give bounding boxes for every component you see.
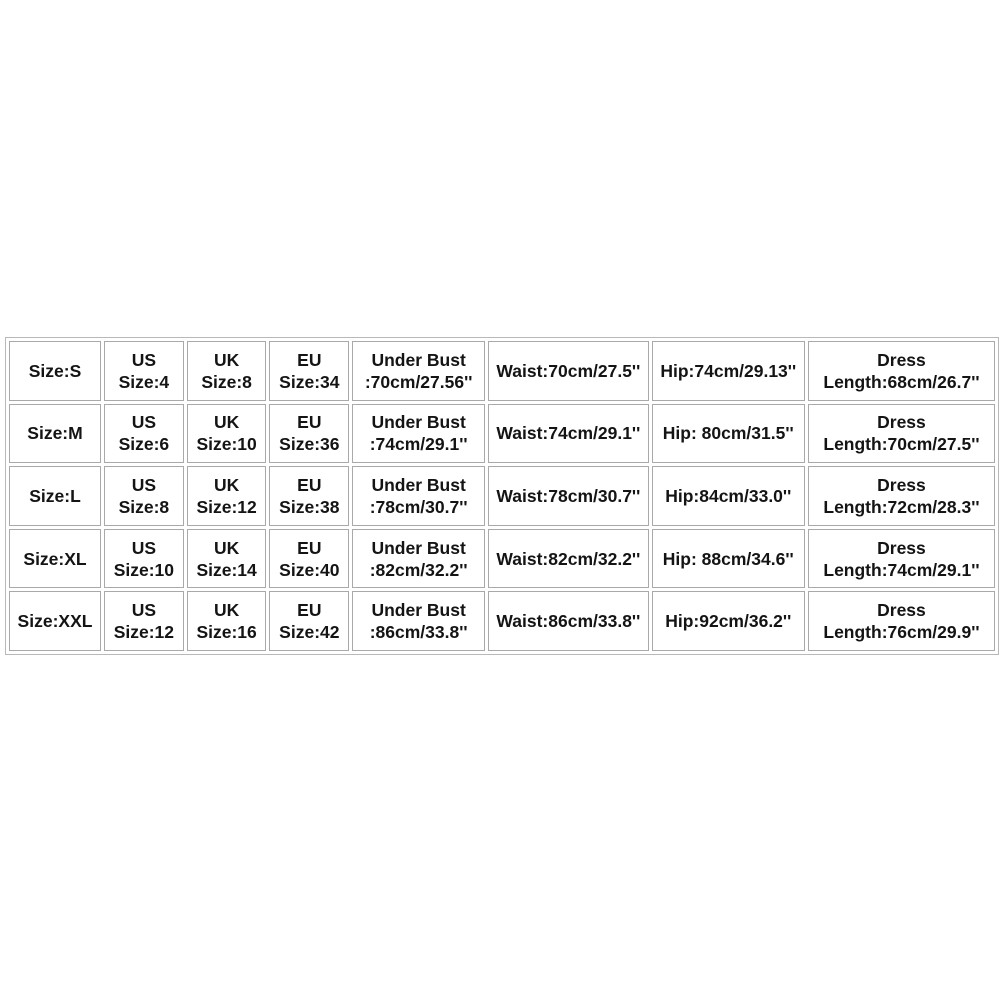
eu-size-cell: EU Size:40 [269, 529, 349, 589]
hip-cell: Hip:92cm/36.2'' [652, 591, 805, 651]
uk-size-cell: UK Size:10 [187, 404, 267, 464]
under-bust-cell: Under Bust :86cm/33.8'' [352, 591, 485, 651]
under-bust-cell: Under Bust :82cm/32.2'' [352, 529, 485, 589]
waist-cell: Waist:82cm/32.2'' [488, 529, 648, 589]
eu-size-cell: EU Size:34 [269, 341, 349, 401]
size-cell: Size:XXL [9, 591, 101, 651]
us-size-cell: US Size:12 [104, 591, 184, 651]
us-size-cell: US Size:10 [104, 529, 184, 589]
eu-size-cell: EU Size:42 [269, 591, 349, 651]
dress-length-cell: Dress Length:72cm/28.3'' [808, 466, 995, 526]
eu-size-cell: EU Size:38 [269, 466, 349, 526]
us-size-cell: US Size:8 [104, 466, 184, 526]
size-cell: Size:M [9, 404, 101, 464]
waist-cell: Waist:86cm/33.8'' [488, 591, 648, 651]
uk-size-cell: UK Size:16 [187, 591, 267, 651]
size-row-s [9, 341, 995, 401]
size-row-xl [9, 529, 995, 589]
uk-size-cell: UK Size:8 [187, 341, 267, 401]
size-cell: Size:XL [9, 529, 101, 589]
dress-length-cell: Dress Length:68cm/26.7'' [808, 341, 995, 401]
dress-length-cell: Dress Length:76cm/29.9'' [808, 591, 995, 651]
size-row-l [9, 466, 995, 526]
us-size-cell: US Size:6 [104, 404, 184, 464]
waist-cell: Waist:70cm/27.5'' [488, 341, 648, 401]
size-cell: Size:L [9, 466, 101, 526]
hip-cell: Hip:74cm/29.13'' [652, 341, 805, 401]
us-size-cell: US Size:4 [104, 341, 184, 401]
under-bust-cell: Under Bust :78cm/30.7'' [352, 466, 485, 526]
under-bust-cell: Under Bust :74cm/29.1'' [352, 404, 485, 464]
under-bust-cell: Under Bust :70cm/27.56'' [352, 341, 485, 401]
size-cell: Size:S [9, 341, 101, 401]
waist-cell: Waist:78cm/30.7'' [488, 466, 648, 526]
uk-size-cell: UK Size:12 [187, 466, 267, 526]
size-row-xxl [9, 591, 995, 651]
size-row-m [9, 404, 995, 464]
hip-cell: Hip: 80cm/31.5'' [652, 404, 805, 464]
waist-cell: Waist:74cm/29.1'' [488, 404, 648, 464]
hip-cell: Hip: 88cm/34.6'' [652, 529, 805, 589]
dress-length-cell: Dress Length:74cm/29.1'' [808, 529, 995, 589]
dress-length-cell: Dress Length:70cm/27.5'' [808, 404, 995, 464]
eu-size-cell: EU Size:36 [269, 404, 349, 464]
hip-cell: Hip:84cm/33.0'' [652, 466, 805, 526]
size-chart-table [5, 337, 999, 655]
uk-size-cell: UK Size:14 [187, 529, 267, 589]
